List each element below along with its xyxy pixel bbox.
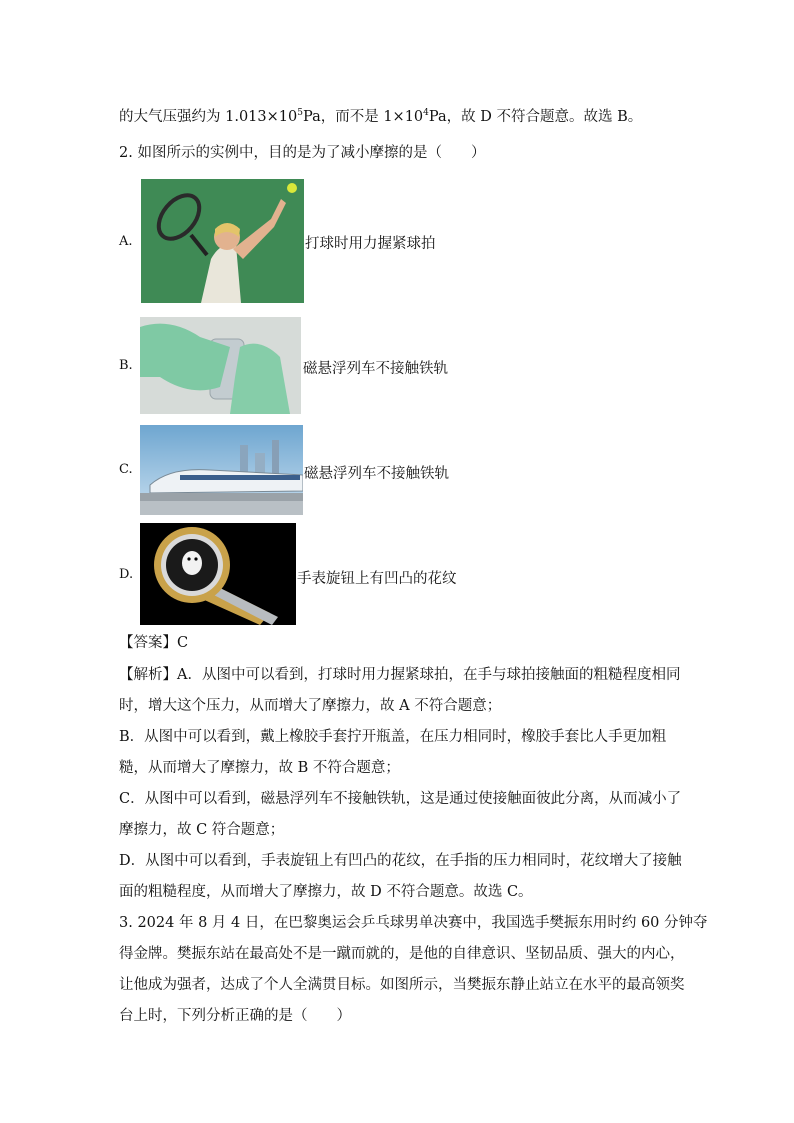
option-c-text: 磁悬浮列车不接触铁轨 [304, 466, 449, 482]
analysis-line: 糙，从而增大了摩擦力，故 B 不符合题意； [119, 760, 400, 776]
tennis-player-photo [141, 179, 304, 303]
q3-line: 3. 2024 年 8 月 4 日，在巴黎奥运会乒乓球男单决赛中，我国选手樊振东用时约 60 分钟夺 [119, 915, 708, 931]
option-c-letter: C. [119, 462, 133, 477]
analysis-line: 面的粗糙程度，从而增大了摩擦力，故 D 不符合题意。故选 C。 [119, 884, 533, 900]
analysis-line: 【解析】A．从图中可以看到，打球时用力握紧球拍，在手与球拍接触面的粗糙程度相同 [119, 667, 681, 683]
intro-line: 的大气压强约为 $1.013\times 10^5Pa$，而不是 $1\times 10^4Pa$，故 D 不符合题意。故选 B。 [119, 108, 643, 125]
analysis-line: D．从图中可以看到，手表旋钮上有凹凸的花纹，在手指的压力相同时，花纹增大了接触 [119, 853, 682, 869]
option-b-letter: B. [119, 358, 133, 373]
wristwatch-photo [140, 523, 296, 625]
option-d-text: 手表旋钮上有凹凸的花纹 [297, 571, 457, 587]
q3-line: 台上时，下列分析正确的是（ ） [119, 1008, 351, 1024]
analysis-line: 时，增大这个压力，从而增大了摩擦力，故 A 不符合题意； [119, 698, 502, 714]
q2-stem: 2. 如图所示的实例中，目的是为了减小摩擦的是（ ） [119, 145, 486, 161]
rubber-glove-bottle-photo [140, 317, 301, 414]
option-d-letter: D. [119, 567, 134, 582]
analysis-line: C．从图中可以看到，磁悬浮列车不接触铁轨，这是通过使接触面彼此分离，从而减小了 [119, 791, 682, 807]
maglev-train-photo [140, 425, 303, 515]
option-a-text: 打球时用力握紧球拍 [305, 236, 436, 252]
option-b-text: 磁悬浮列车不接触铁轨 [303, 361, 448, 377]
answer: 【答案】C [119, 635, 189, 651]
option-a-letter: A. [119, 234, 133, 249]
analysis-line: B．从图中可以看到，戴上橡胶手套拧开瓶盖，在压力相同时，橡胶手套比人手更加粗 [119, 729, 667, 745]
q3-line: 得金牌。樊振东站在最高处不是一蹴而就的，是他的自律意识、坚韧品质、强大的内心， [119, 946, 685, 962]
analysis-line: 摩擦力，故 C 符合题意； [119, 822, 285, 838]
q3-line: 让他成为强者，达成了个人全满贯目标。如图所示，当樊振东静止站立在水平的最高领奖 [119, 977, 685, 993]
